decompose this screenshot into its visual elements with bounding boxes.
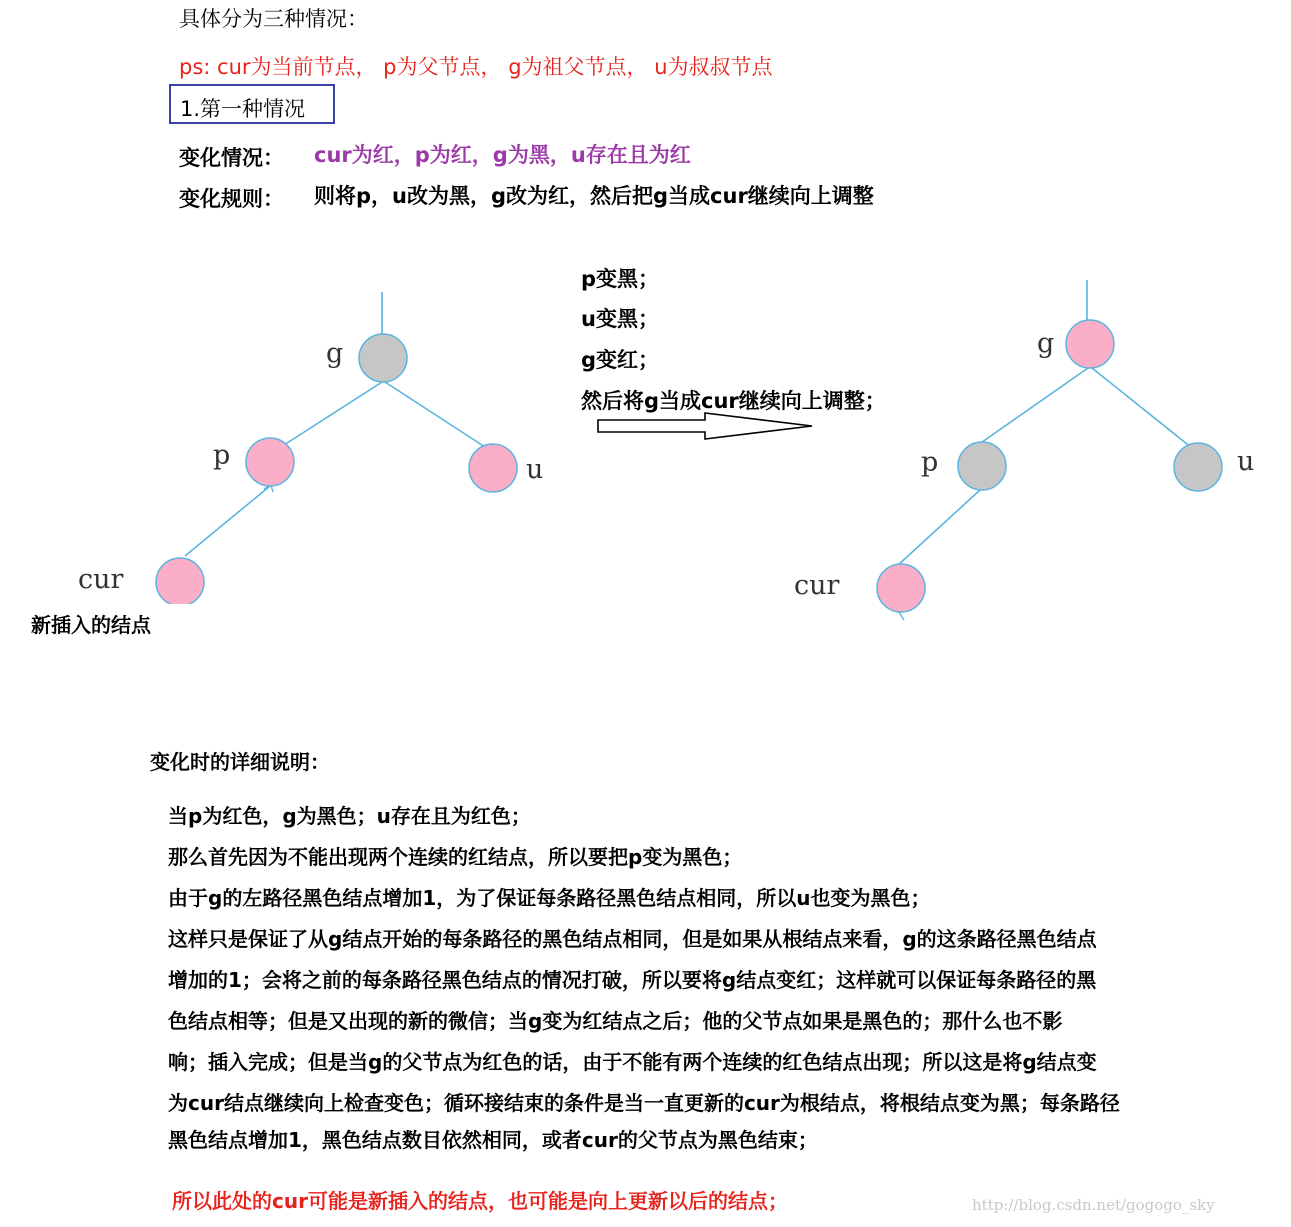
edge-after-g-p xyxy=(975,368,1088,447)
step-p-black: p变黑； xyxy=(581,267,660,291)
explanation-line: 这样只是保证了从g结点开始的每条路径的黑色结点相同，但是如果从根结点来看，g的这条路径黑色结点 xyxy=(168,927,1097,951)
explanation-line: 色结点相等；但是又出现的新的微信；当g变为红结点之后；他的父节点如果是黑色的；那什么也不影 xyxy=(168,1009,1063,1033)
label-after-p: p xyxy=(921,447,939,478)
explanation-line: 当p为红色，g为黑色；u存在且为红色； xyxy=(168,804,531,828)
conclusion-text: 所以此处的cur可能是新插入的结点，也可能是向上更新以后的结点； xyxy=(172,1189,788,1213)
explanation-line: 为cur结点继续向上检查变色；循环接结束的条件是当一直更新的cur为根结点，将根结点变为黑；每条路径 xyxy=(168,1091,1120,1115)
explanation-line: 黑色结点增加1，黑色结点数目依然相同，或者cur的父节点为黑色结束； xyxy=(168,1128,818,1152)
label-before-g: g xyxy=(326,338,344,369)
rule-label: 变化规则： xyxy=(179,187,284,211)
edge-before-g-p xyxy=(284,382,382,445)
transition-arrow xyxy=(598,413,812,439)
new-node-caption: 新插入的结点 xyxy=(31,613,151,637)
ps-note: ps: cur为当前节点， p为父节点， g为祖父节点， u为叔叔节点 xyxy=(179,55,773,79)
label-before-p: p xyxy=(213,440,231,471)
condition-label: 变化情况： xyxy=(179,146,284,170)
edge-after-p-cur xyxy=(897,490,980,566)
node-after-p xyxy=(958,442,1006,490)
intro-text: 具体分为三种情况： xyxy=(179,7,368,31)
label-after-cur: cur xyxy=(794,570,840,601)
label-before-cur: cur xyxy=(78,564,124,595)
step-continue-up: 然后将g当成cur继续向上调整； xyxy=(581,389,886,413)
node-after-cur xyxy=(877,564,925,612)
label-after-g: g xyxy=(1037,328,1055,359)
label-before-u: u xyxy=(526,454,544,485)
condition-value: cur为红，p为红，g为黑，u存在且为红 xyxy=(314,143,691,167)
explanation-title: 变化时的详细说明： xyxy=(150,750,330,774)
edge-before-p-cur xyxy=(185,486,270,556)
cut-mask xyxy=(150,604,220,618)
node-after-u xyxy=(1174,443,1222,491)
edge-after-cur-tail xyxy=(899,612,904,620)
node-before-p xyxy=(246,438,294,486)
node-before-u xyxy=(469,444,517,492)
case-title: 1.第一种情况 xyxy=(180,97,306,121)
node-after-g xyxy=(1066,320,1114,368)
node-before-cur xyxy=(156,558,204,606)
explanation-line: 响；插入完成；但是当g的父节点为红色的话，由于不能有两个连续的红色结点出现；所以这是将g结点变 xyxy=(168,1050,1097,1074)
explanation-line: 增加的1；会将之前的每条路径黑色结点的情况打破，所以要将g结点变红；这样就可以保证每条路径的黑 xyxy=(168,968,1097,992)
step-u-black: u变黑； xyxy=(581,307,659,331)
edge-after-g-u xyxy=(1092,368,1192,448)
edge-before-g-u xyxy=(385,382,485,447)
watermark: http://blog.csdn.net/gogogo_sky xyxy=(972,1196,1215,1214)
explanation-line: 那么首先因为不能出现两个连续的红结点，所以要把p变为黑色； xyxy=(168,845,743,869)
explanation-line: 由于g的左路径黑色结点增加1，为了保证每条路径黑色结点相同，所以u也变为黑色； xyxy=(168,886,931,910)
rule-value: 则将p，u改为黑，g改为红，然后把g当成cur继续向上调整 xyxy=(314,184,874,208)
node-before-g xyxy=(359,334,407,382)
step-g-red: g变红； xyxy=(581,348,660,372)
label-after-u: u xyxy=(1237,446,1255,477)
